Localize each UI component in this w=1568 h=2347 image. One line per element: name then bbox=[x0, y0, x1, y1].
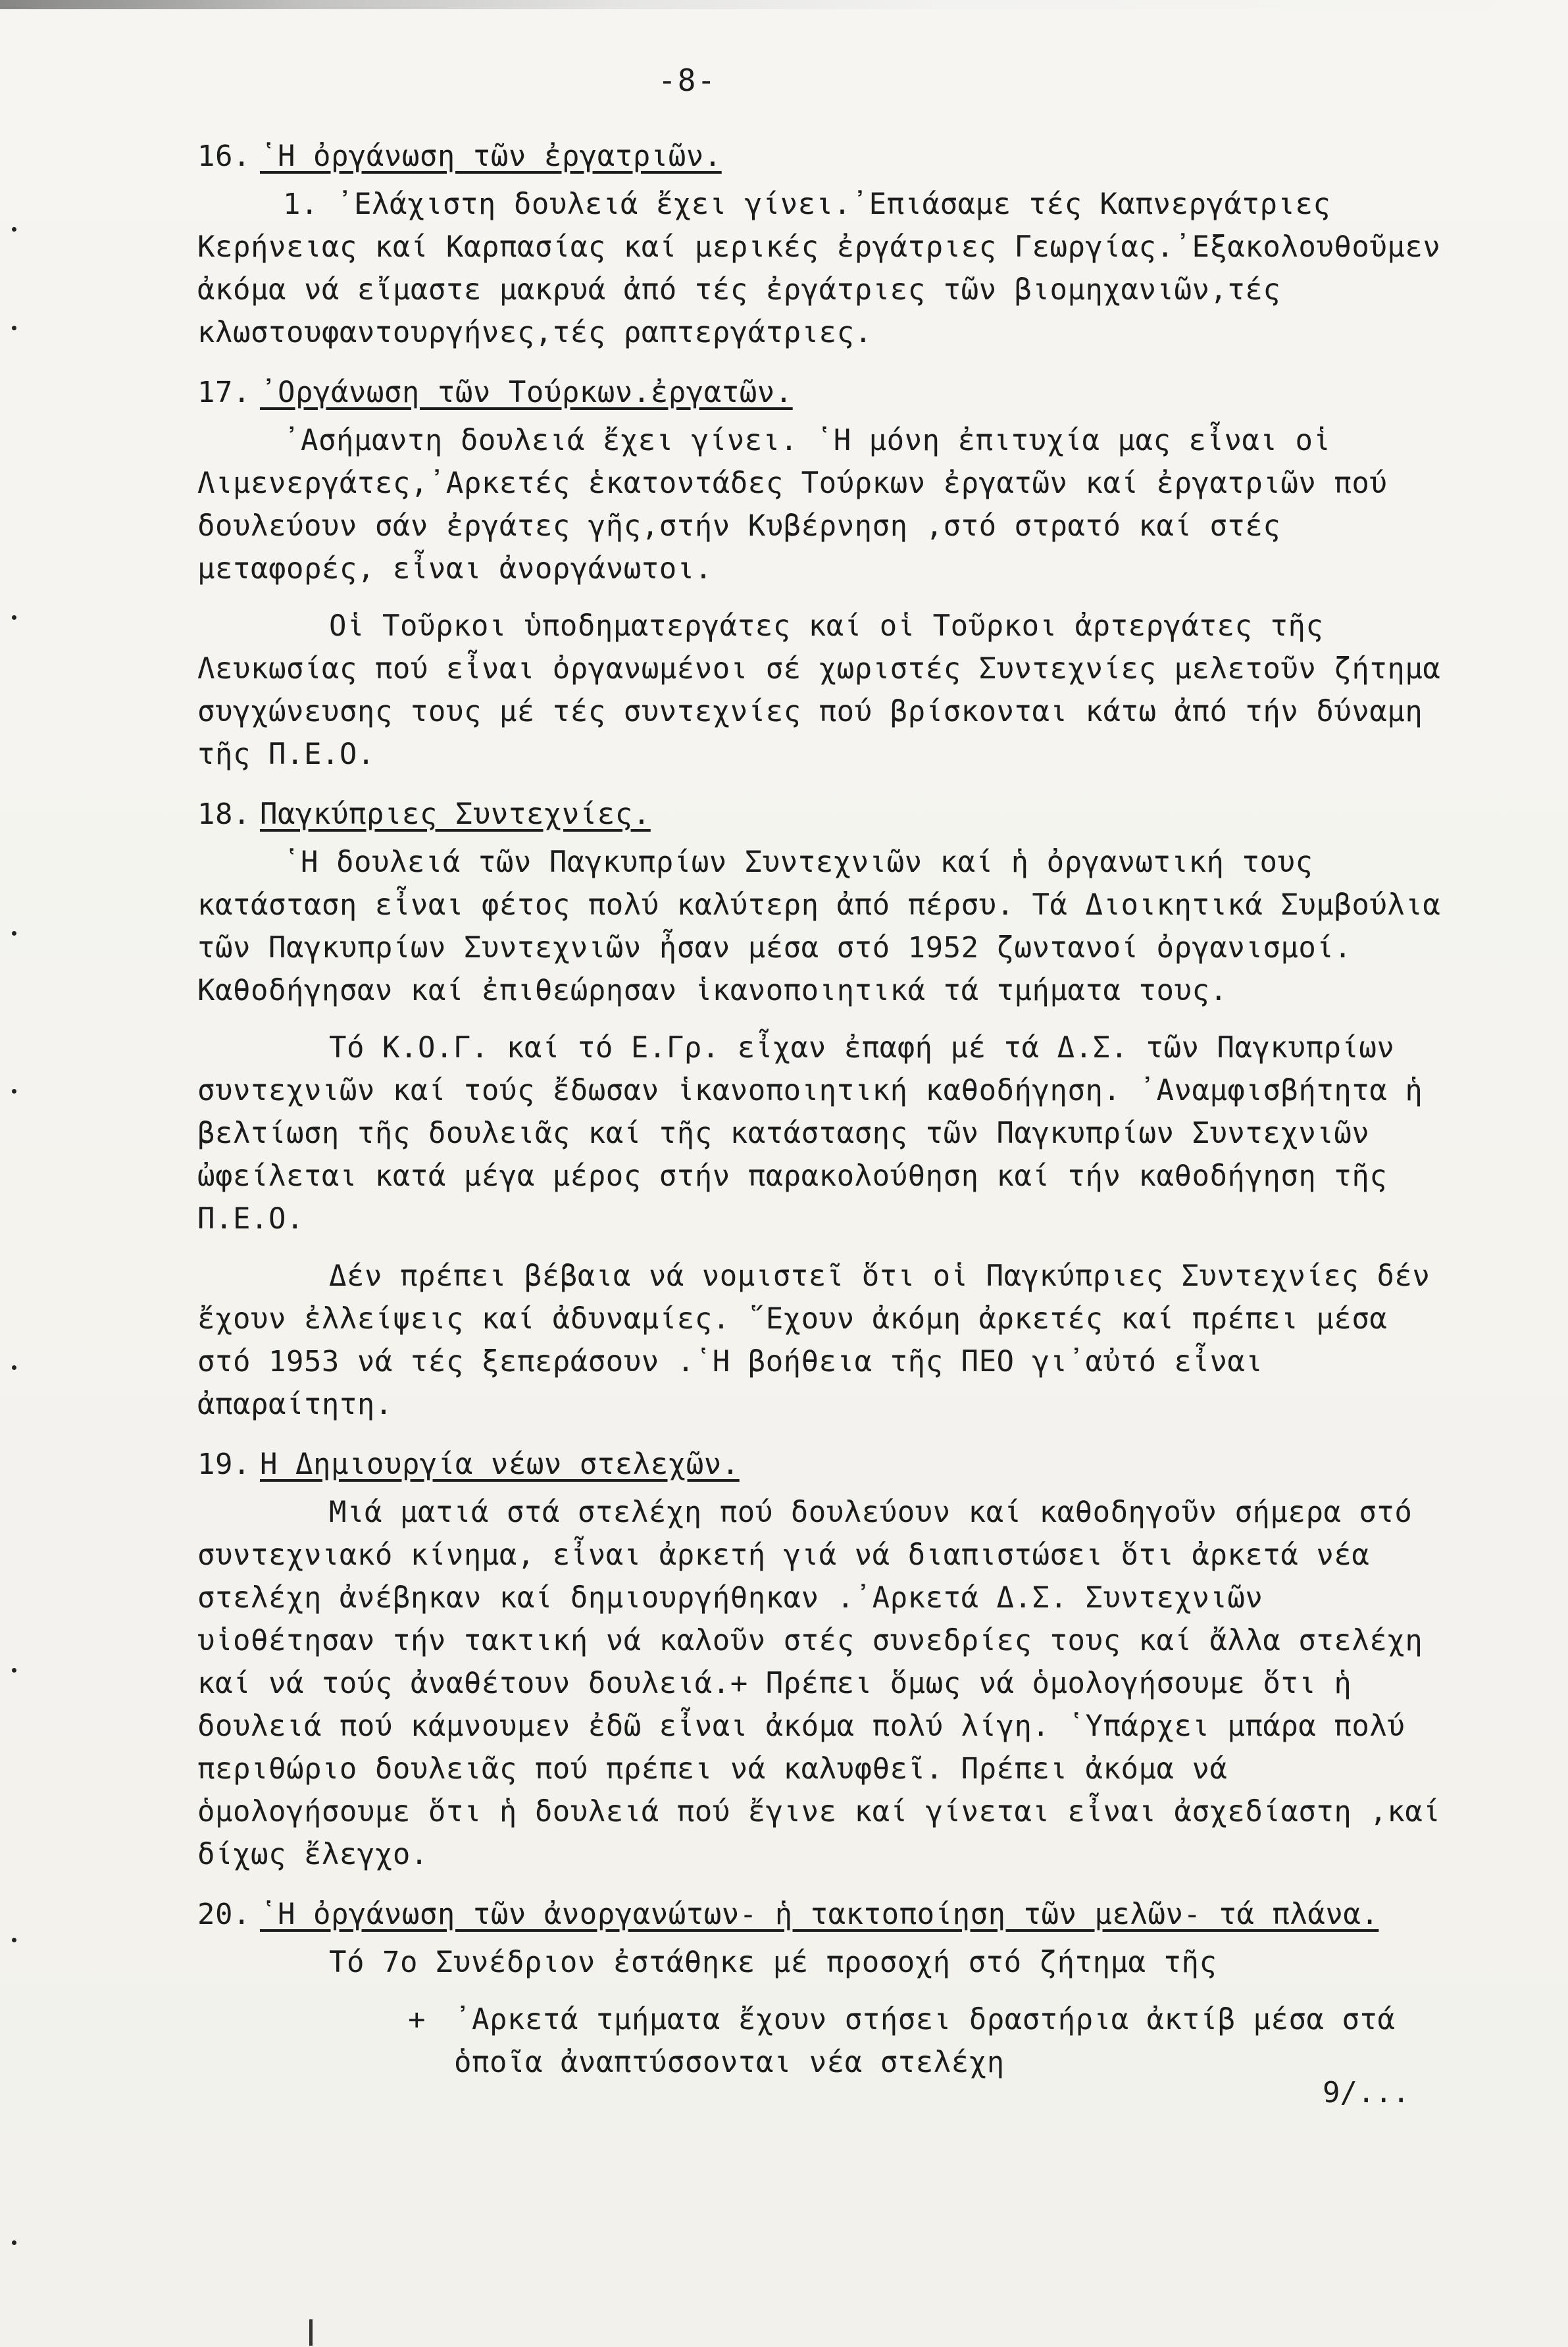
bullet-mark: + bbox=[408, 2003, 426, 2036]
section-17 bbox=[197, 371, 1448, 776]
section-18 bbox=[197, 793, 1448, 1426]
margin-dot bbox=[12, 1668, 16, 1673]
scan-edge bbox=[0, 0, 1568, 9]
section-title: ᾿Οργάνωση τῶν Τούρκων.ἐργατῶν. bbox=[259, 376, 793, 409]
continuation-marker: 9/... bbox=[1323, 2076, 1410, 2109]
section-heading bbox=[197, 371, 1448, 414]
section-number: 17. bbox=[197, 376, 251, 409]
section-heading bbox=[197, 1443, 1448, 1486]
paragraph: 1. ᾿Ελάχιστη δουλειά ἔχει γίνει.᾿Επιάσαμε τές Καπνεργάτριες Κερήνειας καί Καρπασίας καί μερικές ἐργάτριες Γεωργίας.᾿Εξακολουθοῦμεν ἀκόμα νά εἴμαστε μακρυά ἀπό τές ἐργάτριες τῶν βιομηχανιῶν,τές κλωστουφαντουργήνες,τές ραπτεργάτριες. bbox=[197, 188, 1441, 349]
paragraph: Μιά ματιά στά στελέχη πού δουλεύουν καί καθοδηγοῦν σήμερα στό συντεχνιακό κίνημα, εἶναι ἀρκετή γιά νά διαπιστώσει ὅτι ἀρκετά νέα στελέχη ἀνέβηκαν καί δημιουργήθηκαν .᾿Αρκετά Δ.Σ. Συντεχνιῶν υἱοθέτησαν τήν τακτική νά καλοῦν στές συνεδρίες τους καί ἄλλα στελέχη καί νά τούς ἀναθέτουν δουλειά.+ Πρέπει ὅμως νά ὁμολογήσουμε ὅτι ἡ δουλειά πού κάμνουμεν ἐδῶ εἶναι ἀκόμα πολύ λίγη. ῾Υπάρχει μπάρα πολύ περιθώριο δουλειᾶς πού πρέπει νά καλυφθεῖ. Πρέπει ἀκόμα νά ὁμολογήσουμε ὅτι ἡ δουλειά πού ἔγινε καί γίνεται εἶναι ἀσχεδίαστη ,καί δίχως ἔλεγχο. bbox=[197, 1496, 1441, 1871]
margin-dot bbox=[12, 615, 16, 620]
section-title: Η Δημιουργία νέων στελεχῶν. bbox=[259, 1448, 740, 1481]
margin-dot bbox=[12, 326, 16, 330]
section-19 bbox=[197, 1443, 1448, 1876]
document-body bbox=[197, 135, 1448, 2101]
list-item-text: ᾿Αρκετά τμήματα ἔχουν στήσει δραστήρια ἀκτίβ μέσα στά ὁποῖα ἀναπτύσσονται νέα στελέχη bbox=[454, 2003, 1396, 2079]
section-number: 20. bbox=[197, 1898, 251, 1931]
paragraph: Οἱ Τοῦρκοι ὑποδηματεργάτες καί οἱ Τοῦρκοι ἀρτεργάτες τῆς Λευκωσίας πού εἶναι ὀργανωμένοι σέ χωριστές Συντεχνίες μελετοῦν ζήτημα συγχώνευσης τους μέ τές συντεχνίες πού βρίσκονται κάτω ἀπό τήν δύναμη τῆς Π.Ε.Ο. bbox=[197, 609, 1441, 771]
section-16 bbox=[197, 135, 1448, 354]
list-item bbox=[408, 1998, 1448, 2084]
margin-dot bbox=[12, 1938, 16, 1942]
section-title: Παγκύπριες Συντεχνίες. bbox=[259, 797, 651, 831]
paragraph: Τό Κ.Ο.Γ. καί τό Ε.Γρ. εἶχαν ἐπαφή μέ τά Δ.Σ. τῶν Παγκυπρίων συντεχνιῶν καί τούς ἔδωσαν ἱκανοποιητική καθοδήγηση. ᾿Αναμφισβήτητα ἡ βελτίωση τῆς δουλειᾶς καί τῆς κατάστασης τῶν Παγκυπρίων Συντεχνιῶν ὠφείλεται κατά μέγα μέρος στήν παρακολούθηση καί τήν καθοδήγηση τῆς Π.Ε.Ο. bbox=[197, 1031, 1423, 1236]
section-heading bbox=[197, 1893, 1448, 1936]
section-heading bbox=[197, 793, 1448, 836]
margin-dot bbox=[12, 1365, 16, 1370]
scan-mark bbox=[309, 2319, 313, 2346]
section-20 bbox=[197, 1893, 1448, 2084]
page-number: -8- bbox=[658, 63, 717, 98]
margin-dot bbox=[12, 2240, 16, 2245]
paragraph: Δέν πρέπει βέβαια νά νομιστεῖ ὅτι οἱ Παγκύπριες Συντεχνίες δέν ἔχουν ἐλλείψεις καί ἀδυναμίες. ῞Εχουν ἀκόμη ἀρκετές καί πρέπει μέσα στό 1953 νά τές ξεπεράσουν .῾Η βοήθεια τῆς ΠΕΟ γι᾿αὐτό εἶναι ἀπαραίτητη. bbox=[197, 1259, 1430, 1421]
section-number: 18. bbox=[197, 797, 251, 831]
section-number: 19. bbox=[197, 1448, 251, 1481]
paragraph: ῾Η δουλειά τῶν Παγκυπρίων Συντεχνιῶν καί ἡ ὀργανωτική τους κατάσταση εἶναι φέτος πολύ καλύτερη ἀπό πέρσυ. Τά Διοικητικά Συμβούλια τῶν Παγκυπρίων Συντεχνιῶν ἦσαν μέσα στό 1952 ζωντανοί ὀργανισμοί. Καθοδήγησαν καί ἐπιθεώρησαν ἱκανοποιητικά τά τμήματα τους. bbox=[197, 845, 1441, 1007]
section-heading bbox=[197, 135, 1448, 178]
section-number: 16. bbox=[197, 139, 251, 173]
margin-dot bbox=[12, 931, 16, 936]
paragraph: ᾿Ασήμαντη δουλειά ἔχει γίνει. ῾Η μόνη ἐπιτυχία μας εἶναι οἱ Λιμενεργάτες,᾿Αρκετές ἑκατοντάδες Τούρκων ἐργατῶν καί ἐργατριῶν πού δουλεύουν σάν ἐργάτες γῆς,στήν Κυβέρνηση ,στό στρατό καί στές μεταφορές, εἶναι ἀνοργάνωτοι. bbox=[197, 424, 1388, 586]
margin-dot bbox=[12, 227, 16, 232]
margin-dot bbox=[12, 1089, 16, 1094]
section-title: ῾Η ὀργάνωση τῶν ἀνοργανώτων- ἡ τακτοποίηση τῶν μελῶν- τά πλάνα. bbox=[259, 1898, 1379, 1931]
paragraph: Τό 7ο Συνέδριον ἐστάθηκε μέ προσοχή στό ζήτημα τῆς bbox=[329, 1946, 1217, 1979]
section-title: ῾Η ὀργάνωση τῶν ἐργατριῶν. bbox=[259, 139, 722, 173]
